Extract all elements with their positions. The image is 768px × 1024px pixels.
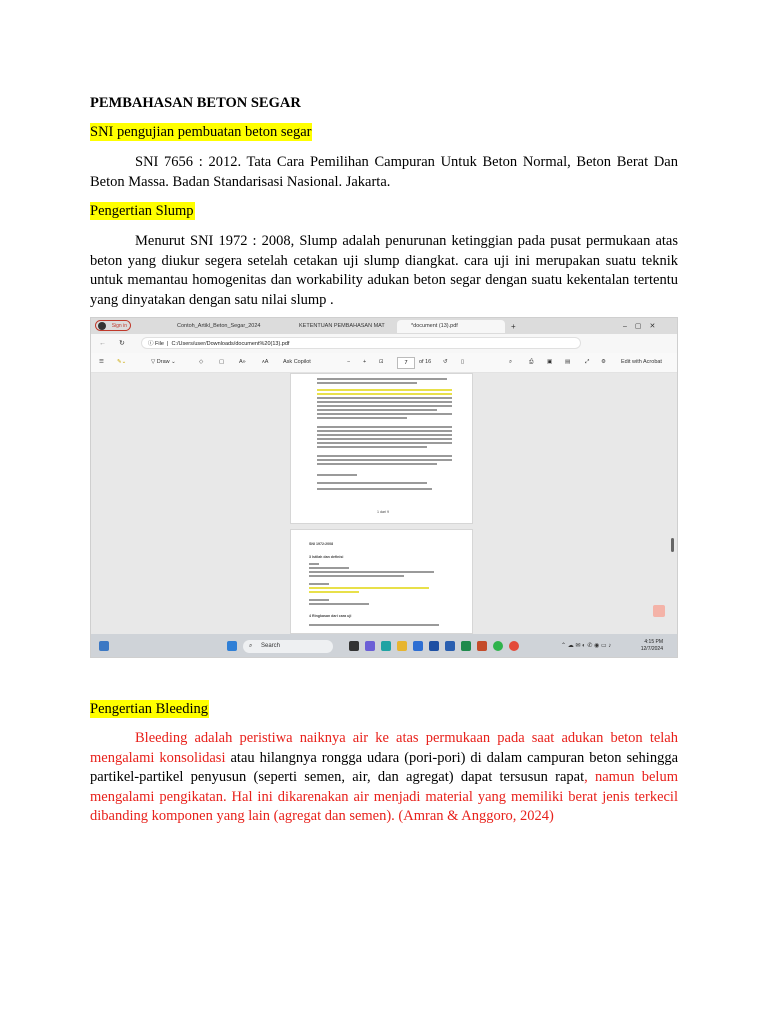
explorer-icon[interactable] (397, 641, 407, 651)
edit-with-acrobat-button[interactable]: Edit with Acrobat (621, 359, 662, 365)
browser-tab-1[interactable]: Contoh_Artikl_Beton_Segar_2024 (177, 323, 261, 329)
file-label: File (155, 341, 164, 347)
task-view-icon[interactable] (349, 641, 359, 651)
page-view-icon[interactable]: ▯ (461, 359, 465, 365)
excel-icon[interactable] (461, 641, 471, 651)
read-aloud-icon[interactable]: A» (239, 359, 246, 365)
draw-button[interactable]: ▽ Draw ⌄ (151, 359, 176, 365)
section-heading-sni: SNI pengujian pembuatan beton segar (90, 124, 312, 140)
bleeding-text-red-2: , namun belum mengalami pengikatan. Hal ini dikarenakan air menjadi material yang memiliki berat jenis terkecil dibanding komponen yang lain (agregat dan semen). (Amran & Anggoro, 2024) (90, 769, 678, 825)
window-controls-icon[interactable]: –▢✕ (623, 323, 663, 330)
page2-header: SNI 1972:2008 (309, 542, 334, 546)
print-icon[interactable]: ⎙ (529, 359, 534, 365)
eraser-icon[interactable]: ◇ (199, 359, 204, 365)
paragraph-slump-text: Menurut SNI 1972 : 2008, Slump adalah penurunan ketinggian pada pusat permukaan atas beton yang diukur segera setelah cetakan uji slump diangkat. cara uji ini merupakan suatu teknik untuk memantau homogenitas dan workability adukan beton segar dengan suatu kekentalan tertentu yang dinyatakan dengan satu nilai slump . (90, 233, 678, 308)
save-icon[interactable]: ▣ (547, 359, 553, 365)
pdf-toolbar (91, 353, 677, 373)
zoom-out-icon[interactable]: − (347, 359, 351, 365)
edge-icon[interactable] (381, 641, 391, 651)
paragraph-sni (90, 153, 678, 192)
pdf-viewer[interactable] (91, 373, 677, 634)
word-icon[interactable] (445, 641, 455, 651)
mail-icon[interactable] (413, 641, 423, 651)
browser-tab-bar (91, 318, 677, 334)
sign-in-button[interactable] (95, 320, 131, 331)
page-total: of 16 (419, 359, 432, 365)
acrobat-icon[interactable] (653, 605, 665, 617)
page-number-input[interactable]: 7 (397, 357, 415, 369)
copilot-icon[interactable] (365, 641, 375, 651)
save-as-icon[interactable]: ▤ (565, 359, 571, 365)
document-title: PEMBAHASAN BETON SEGAR (90, 95, 301, 111)
settings-icon[interactable]: ⚙ (601, 359, 606, 365)
address-text: C:/Users/user/Downloads/document%20(13).pdf (171, 341, 290, 347)
scrollbar-thumb[interactable] (671, 538, 674, 552)
menu-icon[interactable]: ☰ (99, 359, 104, 365)
whatsapp-icon[interactable] (493, 641, 503, 651)
windows-taskbar (91, 634, 677, 658)
widgets-icon[interactable] (99, 641, 109, 651)
fullscreen-icon[interactable]: ⤢ (585, 359, 590, 365)
system-tray-icons[interactable]: ⌃ ☁ ✉ ◐ ✆ ◉ ▭ ♪ (561, 643, 612, 649)
paragraph-bleeding (90, 729, 678, 827)
refresh-icon[interactable]: ↻ (119, 340, 125, 347)
draw-label: Draw (156, 359, 170, 365)
profile-avatar (98, 322, 106, 330)
taskbar-clock[interactable] (641, 639, 663, 653)
bleeding-text-red-1: Bleeding adalah peristiwa naiknya air ke atas permukaan pada saat adukan beton telah mengalami konsolidasi (90, 730, 678, 766)
page2-section: 3 Istilah dan definisi (309, 555, 344, 559)
ask-copilot-button[interactable]: Ask Copilot (283, 359, 311, 365)
address-input[interactable]: ⓘ File | C:/Users/user/Downloads/document%20(13).pdf (141, 337, 581, 349)
zoom-in-icon[interactable]: + (363, 359, 367, 365)
sign-in-label: Sign in (111, 323, 127, 329)
search-icon[interactable]: ⌕ (509, 359, 513, 365)
powerpoint-icon[interactable] (477, 641, 487, 651)
text-icon[interactable]: ▢ (219, 359, 225, 365)
taskbar-search[interactable] (243, 640, 333, 653)
clock-date: 12/7/2024 (640, 646, 663, 652)
page2-section4: 4 Ringkasan dari cara uji (309, 614, 352, 618)
fit-page-icon[interactable]: ⊡ (379, 359, 384, 365)
section-heading-bleeding: Pengertian Bleeding (90, 701, 208, 717)
browser-tab-3[interactable]: *document (13).pdf (397, 320, 505, 333)
back-icon[interactable]: ← (99, 340, 106, 347)
new-tab-icon[interactable]: + (511, 322, 516, 331)
start-icon[interactable] (227, 641, 237, 651)
paragraph-slump (90, 232, 678, 310)
clock-time: 4:15 PM (644, 639, 663, 645)
taskbar-search-label: Search (261, 643, 281, 649)
bleeding-text-black: atau hilangnya rongga udara (pori-pori) di dalam campuran beton sehingga partikel-partikel penyusun (seperti semen, air, dan agregat) dapat tersusun rapat (90, 749, 679, 786)
embedded-screenshot (90, 317, 678, 658)
browser-tab-2[interactable]: KETENTUAN PEMBAHASAN MAT (299, 323, 385, 329)
address-bar-row (91, 334, 677, 353)
store-icon[interactable] (429, 641, 439, 651)
chrome-icon[interactable] (509, 641, 519, 651)
section-heading-slump: Pengertian Slump (90, 203, 194, 219)
search-icon: ⌕ (249, 643, 253, 649)
highlight-icon[interactable]: ✎⌄ (117, 359, 127, 365)
pdf-page-2 (290, 529, 473, 634)
paragraph-sni-text: SNI 7656 : 2012. Tata Cara Pemilihan Campuran Untuk Beton Normal, Beton Berat Dan Beton Massa. Badan Standarisasi Nasional. Jakarta. (90, 154, 678, 190)
pdf-page-1 (290, 373, 473, 524)
read-aloud-icon-2[interactable]: ᴀA (262, 359, 269, 365)
page-footer: 1 dari 9 (377, 510, 389, 514)
rotate-icon[interactable]: ↺ (443, 359, 448, 365)
